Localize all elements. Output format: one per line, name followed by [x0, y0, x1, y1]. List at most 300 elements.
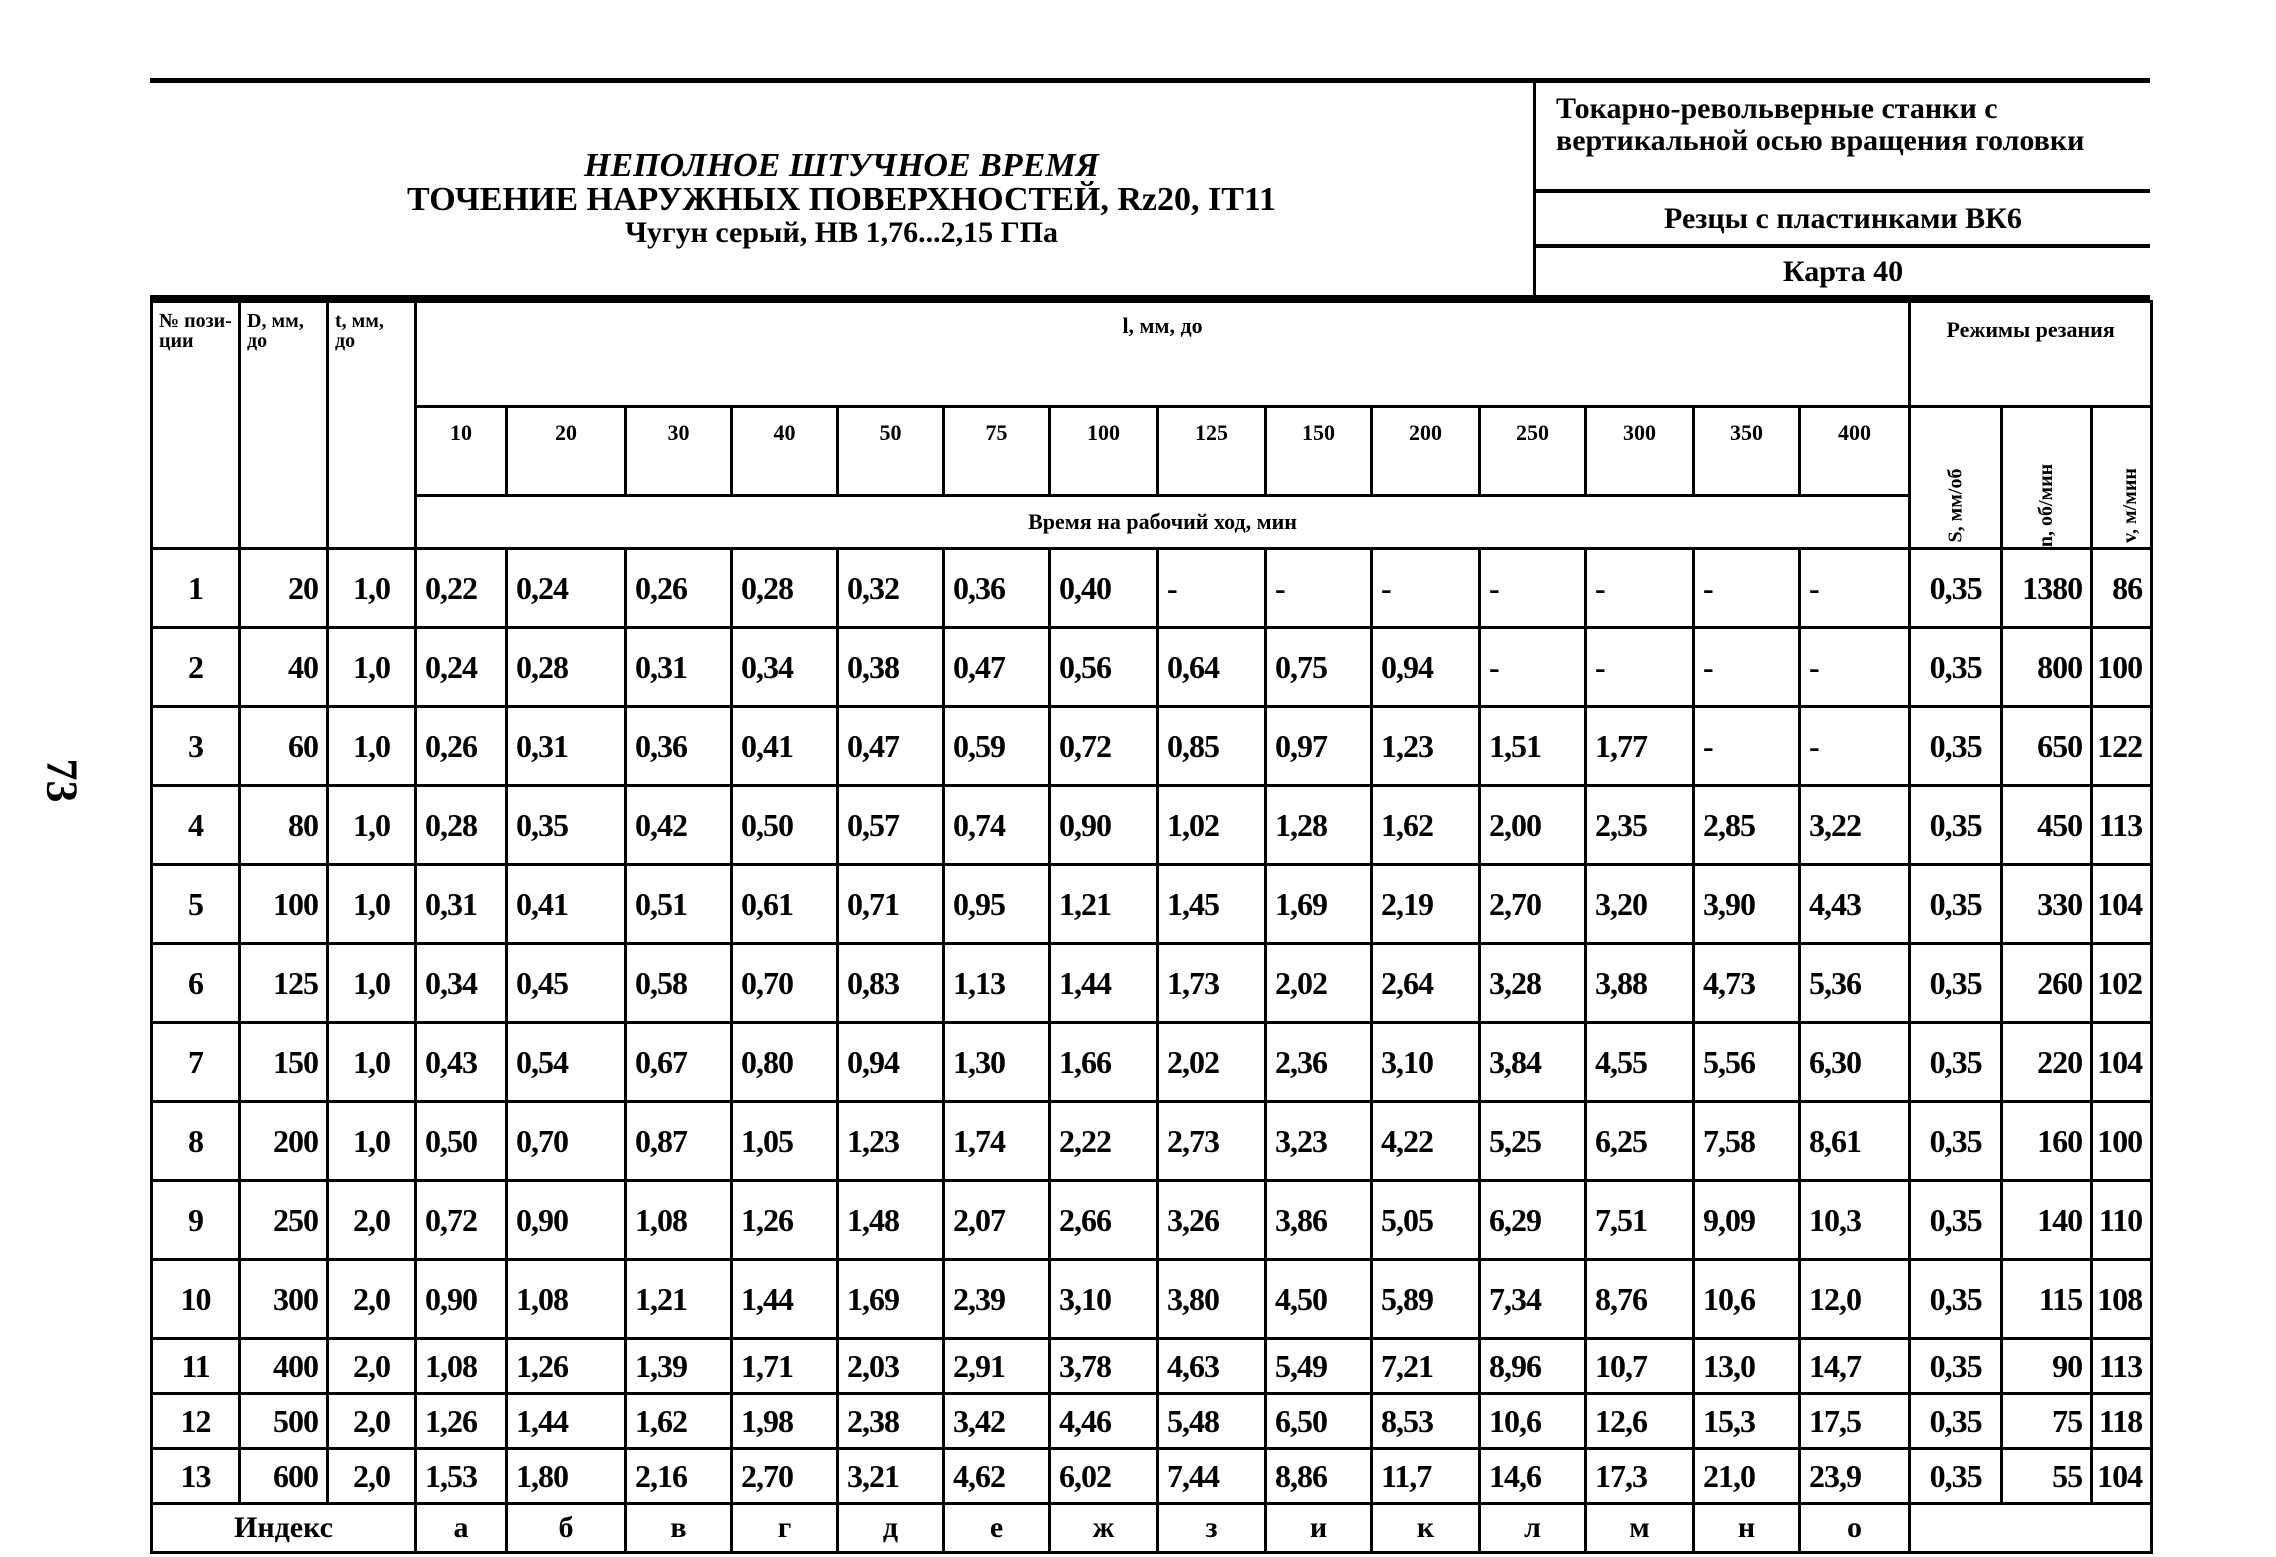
- tool-type: Резцы с пластинками ВК6: [1536, 193, 2150, 248]
- l-value-header: 300: [1586, 407, 1694, 496]
- speed-cell: 118: [2092, 1394, 2152, 1449]
- time-cell: 0,57: [838, 786, 944, 865]
- time-cell: 0,87: [626, 1102, 732, 1181]
- feed-cell: 0,35: [1910, 549, 2002, 628]
- time-cell: -: [1800, 707, 1910, 786]
- time-cell: 3,86: [1266, 1181, 1372, 1260]
- table-row: [152, 1449, 2152, 1504]
- time-cell: 2,39: [944, 1260, 1050, 1339]
- l-value-header: 50: [838, 407, 944, 496]
- l-value-header: 125: [1158, 407, 1266, 496]
- sheet-header: [150, 78, 2150, 300]
- time-cell: 0,61: [732, 865, 838, 944]
- time-cell: 1,23: [1372, 707, 1480, 786]
- time-cell: -: [1158, 549, 1266, 628]
- title-line-2: ТОЧЕНИЕ НАРУЖНЫХ ПОВЕРХНОСТЕЙ, Rz20, IT11: [406, 181, 1276, 218]
- time-cell: 0,31: [507, 707, 626, 786]
- index-letter: а: [416, 1504, 507, 1553]
- time-cell: 4,43: [1800, 865, 1910, 944]
- position-cell: 10: [152, 1260, 240, 1339]
- time-cell: 3,10: [1050, 1260, 1158, 1339]
- time-cell: 6,02: [1050, 1449, 1158, 1504]
- time-cell: 1,44: [732, 1260, 838, 1339]
- diameter-cell: 150: [240, 1023, 328, 1102]
- time-cell: 2,02: [1158, 1023, 1266, 1102]
- time-cell: 1,80: [507, 1449, 626, 1504]
- time-cell: 12,0: [1800, 1260, 1910, 1339]
- feed-cell: 0,35: [1910, 1339, 2002, 1394]
- time-cell: 4,63: [1158, 1339, 1266, 1394]
- title-line-1: НЕПОЛНОЕ ШТУЧНОЕ ВРЕМЯ: [584, 147, 1099, 184]
- time-cell: 0,97: [1266, 707, 1372, 786]
- rpm-cell: 140: [2002, 1181, 2092, 1260]
- time-cell: 0,34: [732, 628, 838, 707]
- rpm-cell: 160: [2002, 1102, 2092, 1181]
- time-cell: 21,0: [1694, 1449, 1800, 1504]
- time-cell: 0,42: [626, 786, 732, 865]
- card-number: Карта 40: [1782, 254, 1904, 288]
- time-cell: 13,0: [1694, 1339, 1800, 1394]
- time-cell: 2,73: [1158, 1102, 1266, 1181]
- time-cell: 0,94: [1372, 628, 1480, 707]
- time-cell: -: [1694, 549, 1800, 628]
- l-value-header: 150: [1266, 407, 1372, 496]
- depth-cell: 2,0: [328, 1394, 416, 1449]
- time-cell: 14,6: [1480, 1449, 1586, 1504]
- time-cell: 0,70: [507, 1102, 626, 1181]
- time-cell: -: [1480, 549, 1586, 628]
- table-row: [152, 1023, 2152, 1102]
- position-cell: 9: [152, 1181, 240, 1260]
- time-cell: 3,23: [1266, 1102, 1372, 1181]
- table-row: [152, 1102, 2152, 1181]
- index-letter: в: [626, 1504, 732, 1553]
- speed-cell: 104: [2092, 1023, 2152, 1102]
- time-cell: 0,47: [944, 628, 1050, 707]
- time-cell: 7,34: [1480, 1260, 1586, 1339]
- time-cell: 2,36: [1266, 1023, 1372, 1102]
- time-cell: 1,39: [626, 1339, 732, 1394]
- time-cell: 1,48: [838, 1181, 944, 1260]
- speed-cell: 102: [2092, 944, 2152, 1023]
- col-header-speed: v, м/мин: [2092, 407, 2152, 549]
- time-cell: 2,66: [1050, 1181, 1158, 1260]
- diameter-cell: 250: [240, 1181, 328, 1260]
- table-row: [152, 707, 2152, 786]
- header-info: [1536, 83, 2150, 295]
- time-cell: 3,22: [1800, 786, 1910, 865]
- time-cell: 10,7: [1586, 1339, 1694, 1394]
- position-cell: 1: [152, 549, 240, 628]
- time-cell: 3,42: [944, 1394, 1050, 1449]
- feed-cell: 0,35: [1910, 628, 2002, 707]
- time-cell: 23,9: [1800, 1449, 1910, 1504]
- time-cell: 5,36: [1800, 944, 1910, 1023]
- time-cell: 0,95: [944, 865, 1050, 944]
- time-cell: 1,08: [507, 1260, 626, 1339]
- time-cell: 0,80: [732, 1023, 838, 1102]
- time-cell: 1,62: [1372, 786, 1480, 865]
- time-cell: 2,85: [1694, 786, 1800, 865]
- col-header-position: № пози-ции: [152, 302, 240, 549]
- time-cell: 1,26: [732, 1181, 838, 1260]
- index-label: Индекс: [152, 1504, 416, 1553]
- time-cell: 0,40: [1050, 549, 1158, 628]
- depth-cell: 1,0: [328, 1102, 416, 1181]
- time-cell: 1,69: [838, 1260, 944, 1339]
- time-cell: 5,48: [1158, 1394, 1266, 1449]
- time-cell: 0,41: [507, 865, 626, 944]
- feed-cell: 0,35: [1910, 707, 2002, 786]
- diameter-cell: 300: [240, 1260, 328, 1339]
- diameter-cell: 600: [240, 1449, 328, 1504]
- time-cell: 8,76: [1586, 1260, 1694, 1339]
- time-cell: 0,51: [626, 865, 732, 944]
- time-cell: 2,03: [838, 1339, 944, 1394]
- time-cell: 0,47: [838, 707, 944, 786]
- position-cell: 8: [152, 1102, 240, 1181]
- time-cell: 2,22: [1050, 1102, 1158, 1181]
- col-header-time: Время на рабочий ход, мин: [416, 496, 1910, 549]
- feed-cell: 0,35: [1910, 1394, 2002, 1449]
- position-cell: 7: [152, 1023, 240, 1102]
- time-cell: 0,24: [416, 628, 507, 707]
- time-cell: 0,36: [626, 707, 732, 786]
- time-cell: -: [1480, 628, 1586, 707]
- time-cell: 1,28: [1266, 786, 1372, 865]
- col-header-diameter: D, мм, до: [240, 302, 328, 549]
- rpm-cell: 1380: [2002, 549, 2092, 628]
- table-row: [152, 549, 2152, 628]
- page-number: 73: [37, 758, 87, 803]
- time-cell: 8,53: [1372, 1394, 1480, 1449]
- time-cell: 5,56: [1694, 1023, 1800, 1102]
- time-cell: 6,50: [1266, 1394, 1372, 1449]
- table-row: [152, 865, 2152, 944]
- time-cell: 0,67: [626, 1023, 732, 1102]
- time-cell: 2,16: [626, 1449, 732, 1504]
- time-cell: 1,05: [732, 1102, 838, 1181]
- col-header-length: l, мм, до: [416, 302, 1910, 407]
- depth-cell: 1,0: [328, 707, 416, 786]
- position-cell: 12: [152, 1394, 240, 1449]
- time-cell: 0,38: [838, 628, 944, 707]
- time-cell: -: [1586, 549, 1694, 628]
- time-cell: 0,54: [507, 1023, 626, 1102]
- col-header-modes: Режимы резания: [1910, 302, 2152, 407]
- feed-cell: 0,35: [1910, 865, 2002, 944]
- time-cell: 1,26: [507, 1339, 626, 1394]
- time-cell: 0,34: [416, 944, 507, 1023]
- index-letter: н: [1694, 1504, 1800, 1553]
- time-cell: 0,90: [416, 1260, 507, 1339]
- time-cell: 0,28: [416, 786, 507, 865]
- time-cell: 1,30: [944, 1023, 1050, 1102]
- time-cell: 1,02: [1158, 786, 1266, 865]
- time-cell: 0,94: [838, 1023, 944, 1102]
- time-cell: 2,91: [944, 1339, 1050, 1394]
- feed-cell: 0,35: [1910, 944, 2002, 1023]
- index-letter: г: [732, 1504, 838, 1553]
- speed-cell: 104: [2092, 865, 2152, 944]
- time-cell: 2,70: [732, 1449, 838, 1504]
- machine-line-2: вертикальной осью вращения головки: [1556, 124, 2085, 157]
- time-cell: -: [1586, 628, 1694, 707]
- time-cell: 0,32: [838, 549, 944, 628]
- time-cell: 0,83: [838, 944, 944, 1023]
- time-cell: 0,58: [626, 944, 732, 1023]
- time-cell: -: [1266, 549, 1372, 628]
- time-cell: 0,56: [1050, 628, 1158, 707]
- col-header-depth: t, мм, до: [328, 302, 416, 549]
- rpm-cell: 650: [2002, 707, 2092, 786]
- time-cell: 1,66: [1050, 1023, 1158, 1102]
- diameter-cell: 400: [240, 1339, 328, 1394]
- speed-cell: 104: [2092, 1449, 2152, 1504]
- position-cell: 6: [152, 944, 240, 1023]
- feed-cell: 0,35: [1910, 1023, 2002, 1102]
- time-cell: 17,5: [1800, 1394, 1910, 1449]
- time-cell: 1,77: [1586, 707, 1694, 786]
- rpm-cell: 800: [2002, 628, 2092, 707]
- time-cell: 1,08: [416, 1339, 507, 1394]
- time-cell: 1,23: [838, 1102, 944, 1181]
- time-cell: 4,62: [944, 1449, 1050, 1504]
- l-value-header: 30: [626, 407, 732, 496]
- diameter-cell: 125: [240, 944, 328, 1023]
- time-cell: 10,6: [1694, 1260, 1800, 1339]
- diameter-cell: 60: [240, 707, 328, 786]
- time-cell: 3,10: [1372, 1023, 1480, 1102]
- time-cell: 0,90: [507, 1181, 626, 1260]
- time-cell: 3,28: [1480, 944, 1586, 1023]
- time-cell: -: [1372, 549, 1480, 628]
- time-cell: 4,55: [1586, 1023, 1694, 1102]
- table-row: [152, 1394, 2152, 1449]
- time-cell: 0,50: [416, 1102, 507, 1181]
- index-letter: ж: [1050, 1504, 1158, 1553]
- time-cell: 0,43: [416, 1023, 507, 1102]
- rpm-cell: 260: [2002, 944, 2092, 1023]
- time-cell: 9,09: [1694, 1181, 1800, 1260]
- time-cell: 0,35: [507, 786, 626, 865]
- time-cell: -: [1800, 549, 1910, 628]
- table-row: [152, 1339, 2152, 1394]
- time-cell: 6,30: [1800, 1023, 1910, 1102]
- time-cell: 2,02: [1266, 944, 1372, 1023]
- time-cell: 0,74: [944, 786, 1050, 865]
- time-cell: 3,21: [838, 1449, 944, 1504]
- position-cell: 13: [152, 1449, 240, 1504]
- time-cell: 1,44: [507, 1394, 626, 1449]
- speed-cell: 108: [2092, 1260, 2152, 1339]
- time-cell: 0,45: [507, 944, 626, 1023]
- time-cell: 2,07: [944, 1181, 1050, 1260]
- depth-cell: 1,0: [328, 1023, 416, 1102]
- rpm-cell: 450: [2002, 786, 2092, 865]
- time-cell: 0,24: [507, 549, 626, 628]
- index-letter: о: [1800, 1504, 1910, 1553]
- time-cell: 4,73: [1694, 944, 1800, 1023]
- time-cell: 1,53: [416, 1449, 507, 1504]
- time-cell: 1,13: [944, 944, 1050, 1023]
- time-cell: 5,05: [1372, 1181, 1480, 1260]
- time-cell: 2,00: [1480, 786, 1586, 865]
- index-empty: [1910, 1504, 2152, 1553]
- time-cell: 0,31: [416, 865, 507, 944]
- diameter-cell: 80: [240, 786, 328, 865]
- time-cell: 7,51: [1586, 1181, 1694, 1260]
- depth-cell: 2,0: [328, 1181, 416, 1260]
- time-cell: 5,49: [1266, 1339, 1372, 1394]
- depth-cell: 1,0: [328, 786, 416, 865]
- index-letter: е: [944, 1504, 1050, 1553]
- time-cell: 0,70: [732, 944, 838, 1023]
- position-cell: 4: [152, 786, 240, 865]
- table-row: [152, 628, 2152, 707]
- index-letter: д: [838, 1504, 944, 1553]
- time-cell: 14,7: [1800, 1339, 1910, 1394]
- time-cell: 0,28: [732, 549, 838, 628]
- time-cell: 6,25: [1586, 1102, 1694, 1181]
- time-cell: 7,21: [1372, 1339, 1480, 1394]
- time-cell: 0,72: [1050, 707, 1158, 786]
- index-letter: з: [1158, 1504, 1266, 1553]
- diameter-cell: 40: [240, 628, 328, 707]
- time-cell: 1,21: [1050, 865, 1158, 944]
- time-cell: 1,08: [626, 1181, 732, 1260]
- table-row: [152, 786, 2152, 865]
- l-value-header: 250: [1480, 407, 1586, 496]
- time-cell: 1,26: [416, 1394, 507, 1449]
- time-cell: 7,58: [1694, 1102, 1800, 1181]
- time-cell: 1,74: [944, 1102, 1050, 1181]
- time-cell: 0,90: [1050, 786, 1158, 865]
- time-cell: 0,31: [626, 628, 732, 707]
- time-cell: 5,89: [1372, 1260, 1480, 1339]
- speed-cell: 110: [2092, 1181, 2152, 1260]
- time-cell: 11,7: [1372, 1449, 1480, 1504]
- depth-cell: 2,0: [328, 1449, 416, 1504]
- speed-cell: 113: [2092, 1339, 2152, 1394]
- index-letter: м: [1586, 1504, 1694, 1553]
- time-cell: 8,86: [1266, 1449, 1372, 1504]
- speed-cell: 100: [2092, 628, 2152, 707]
- time-cell: 1,21: [626, 1260, 732, 1339]
- time-cell: 2,38: [838, 1394, 944, 1449]
- machine-line-1: Токарно-револьверные станки с: [1556, 92, 1998, 125]
- l-value-header: 20: [507, 407, 626, 496]
- time-cell: 0,85: [1158, 707, 1266, 786]
- col-header-rpm: n, об/мин: [2002, 407, 2092, 549]
- depth-cell: 1,0: [328, 628, 416, 707]
- l-value-header: 40: [732, 407, 838, 496]
- position-cell: 5: [152, 865, 240, 944]
- depth-cell: 1,0: [328, 549, 416, 628]
- time-cell: 0,26: [416, 707, 507, 786]
- time-cell: 10,6: [1480, 1394, 1586, 1449]
- index-letter: л: [1480, 1504, 1586, 1553]
- time-cell: 1,51: [1480, 707, 1586, 786]
- time-norm-table: [150, 300, 2153, 1554]
- time-cell: 1,73: [1158, 944, 1266, 1023]
- time-cell: 10,3: [1800, 1181, 1910, 1260]
- feed-cell: 0,35: [1910, 786, 2002, 865]
- speed-cell: 122: [2092, 707, 2152, 786]
- index-letter: б: [507, 1504, 626, 1553]
- time-cell: 8,96: [1480, 1339, 1586, 1394]
- time-cell: 0,36: [944, 549, 1050, 628]
- table-row: [152, 1181, 2152, 1260]
- time-cell: 3,90: [1694, 865, 1800, 944]
- time-cell: 0,26: [626, 549, 732, 628]
- time-cell: -: [1694, 628, 1800, 707]
- time-cell: 1,71: [732, 1339, 838, 1394]
- time-cell: 12,6: [1586, 1394, 1694, 1449]
- l-value-header: 100: [1050, 407, 1158, 496]
- position-cell: 3: [152, 707, 240, 786]
- diameter-cell: 200: [240, 1102, 328, 1181]
- diameter-cell: 500: [240, 1394, 328, 1449]
- time-cell: 2,64: [1372, 944, 1480, 1023]
- time-cell: 3,78: [1050, 1339, 1158, 1394]
- l-value-header: 400: [1800, 407, 1910, 496]
- time-cell: -: [1694, 707, 1800, 786]
- rpm-cell: 90: [2002, 1339, 2092, 1394]
- time-cell: 4,46: [1050, 1394, 1158, 1449]
- feed-cell: 0,35: [1910, 1181, 2002, 1260]
- time-cell: 1,44: [1050, 944, 1158, 1023]
- title-line-3: Чугун серый, НВ 1,76...2,15 ГПа: [624, 216, 1059, 249]
- time-cell: 0,50: [732, 786, 838, 865]
- time-cell: 8,61: [1800, 1102, 1910, 1181]
- time-cell: 5,25: [1480, 1102, 1586, 1181]
- position-cell: 11: [152, 1339, 240, 1394]
- rpm-cell: 115: [2002, 1260, 2092, 1339]
- time-cell: 0,59: [944, 707, 1050, 786]
- time-cell: 15,3: [1694, 1394, 1800, 1449]
- diameter-cell: 100: [240, 865, 328, 944]
- table-row: [152, 1260, 2152, 1339]
- time-cell: 0,64: [1158, 628, 1266, 707]
- l-value-header: 10: [416, 407, 507, 496]
- feed-cell: 0,35: [1910, 1260, 2002, 1339]
- time-cell: -: [1800, 628, 1910, 707]
- time-cell: 0,75: [1266, 628, 1372, 707]
- time-cell: 2,19: [1372, 865, 1480, 944]
- feed-cell: 0,35: [1910, 1102, 2002, 1181]
- time-cell: 0,72: [416, 1181, 507, 1260]
- time-cell: 1,98: [732, 1394, 838, 1449]
- table-row: [152, 944, 2152, 1023]
- rpm-cell: 330: [2002, 865, 2092, 944]
- time-cell: 3,80: [1158, 1260, 1266, 1339]
- rpm-cell: 75: [2002, 1394, 2092, 1449]
- time-cell: 6,29: [1480, 1181, 1586, 1260]
- time-cell: 3,20: [1586, 865, 1694, 944]
- time-cell: 17,3: [1586, 1449, 1694, 1504]
- time-cell: 3,26: [1158, 1181, 1266, 1260]
- title-block: [150, 83, 1536, 295]
- depth-cell: 1,0: [328, 944, 416, 1023]
- depth-cell: 2,0: [328, 1339, 416, 1394]
- time-cell: 1,69: [1266, 865, 1372, 944]
- position-cell: 2: [152, 628, 240, 707]
- time-cell: 3,88: [1586, 944, 1694, 1023]
- rpm-cell: 55: [2002, 1449, 2092, 1504]
- index-letter: и: [1266, 1504, 1372, 1553]
- l-value-header: 350: [1694, 407, 1800, 496]
